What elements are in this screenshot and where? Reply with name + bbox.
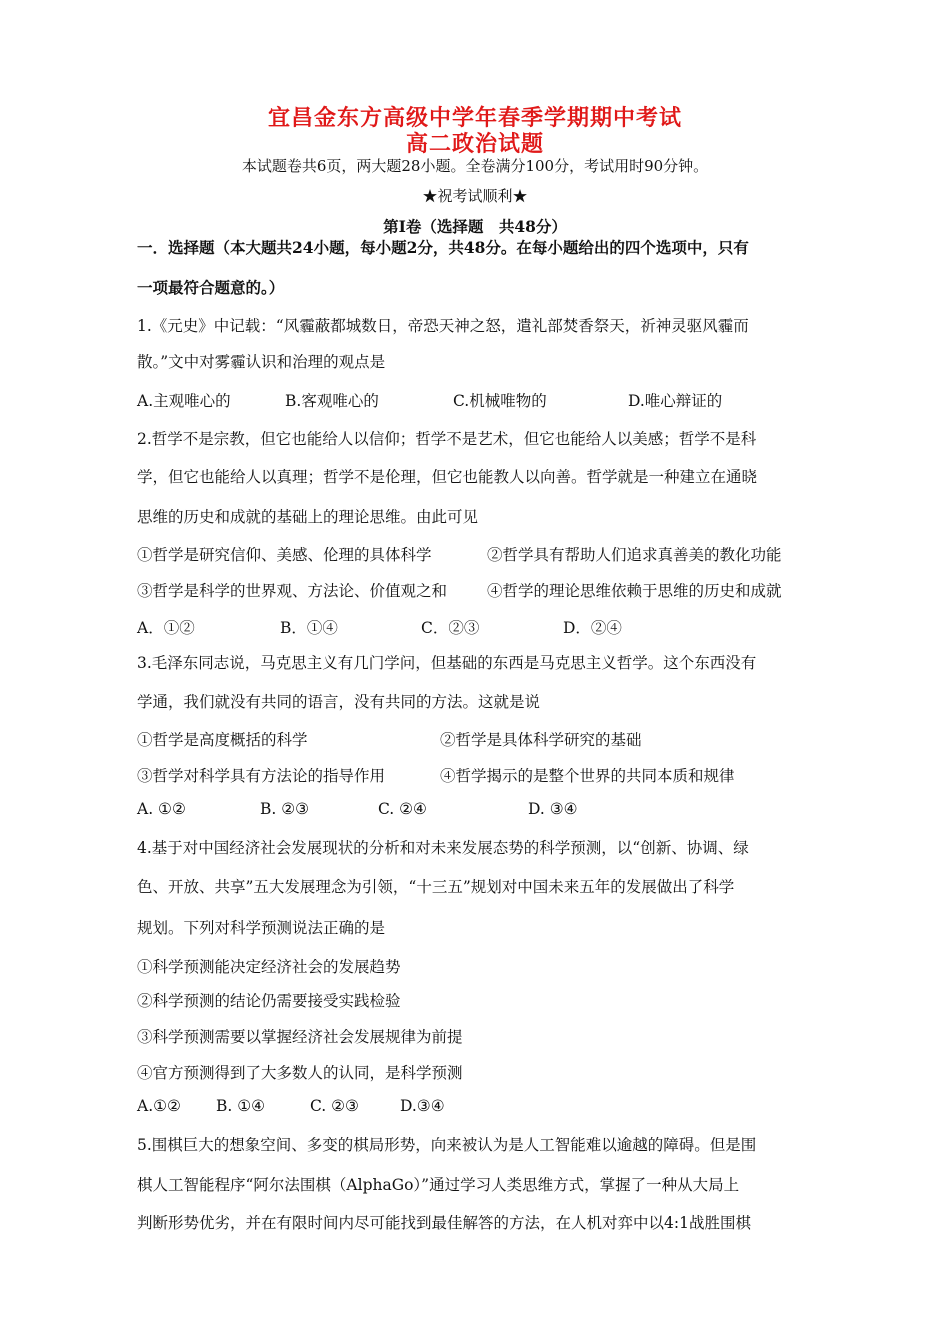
question-text: 思维的历史和成就的基础上的理论思维。由此可见 [137,508,479,526]
statement: ④哲学揭示的是整个世界的共同本质和规律 [440,767,735,785]
question-text: 色、开放、共享”五大发展理念为引领，“十三五”规划对中国未来五年的发展做出了科学 [137,878,735,896]
statement: ①哲学是研究信仰、美感、伦理的具体科学 [137,546,432,564]
statement: ②哲学具有帮助人们追求真善美的教化功能 [487,546,782,564]
option-b: B. ①④ [216,1097,266,1115]
exam-subtitle: 高二政治试题 [405,131,544,157]
option-d: D. ③④ [528,800,578,818]
statement: ③科学预测需要以掌握经济社会发展规律为前提 [137,1028,463,1046]
question-text: 2.哲学不是宗教，但它也能给人以信仰；哲学不是艺术，但它也能给人以美感；哲学不是科 [137,430,757,448]
instructions-line: 一．选择题（本大题共24小题，每小题2分，共48分。在每小题给出的四个选项中，只有 [137,238,749,257]
option-b: B．①④ [280,619,338,637]
question-text: 3.毛泽东同志说，马克思主义有几门学问，但基础的东西是马克思主义哲学。这个东西没有 [137,654,757,672]
statement: ④哲学的理论思维依赖于思维的历史和成就 [487,582,782,600]
exam-info: 本试题卷共6页，两大题28小题。全卷满分100分，考试用时90分钟。 [241,157,709,175]
question-text: 棋人工智能程序“阿尔法围棋（AlphaGo）”通过学习人类思维方式，掌握了一种从大局上 [137,1176,740,1194]
statement: ④官方预测得到了大多数人的认同，是科学预测 [137,1064,463,1082]
exam-title: 宜昌金东方高级中学年春季学期期中考试 [267,105,682,131]
option-c: C. ②③ [310,1097,359,1115]
section-heading: 第Ⅰ卷（选择题 共48分） [383,217,567,236]
option-c: C．②③ [421,619,480,637]
option-c: C.机械唯物的 [453,392,547,410]
statement: ③哲学对科学具有方法论的指导作用 [137,767,386,785]
exam-wish: ★祝考试顺利★ [422,187,528,205]
option-b: B. ②③ [260,800,310,818]
option-d: D.唯心辩证的 [628,392,723,410]
statement: ②科学预测的结论仍需要接受实践检验 [137,992,401,1010]
statement: ①科学预测能决定经济社会的发展趋势 [137,958,401,976]
statement: ①哲学是高度概括的科学 [137,731,308,749]
option-a: A．①② [137,619,195,637]
option-b: B.客观唯心的 [285,392,379,410]
question-text: 规划。下列对科学预测说法正确的是 [137,919,386,937]
question-text: 学通，我们就没有共同的语言，没有共同的方法。这就是说 [137,693,541,711]
question-text: 散。”文中对雾霾认识和治理的观点是 [137,353,386,371]
question-text: 1.《元史》中记载：“风霾蔽都城数日，帝恐天神之怒，遣礼部焚香祭天，祈神灵驱风霾而 [137,317,749,335]
statement: ③哲学是科学的世界观、方法论、价值观之和 [137,582,448,600]
option-d: D.③④ [400,1097,445,1115]
question-text: 4.基于对中国经济社会发展现状的分析和对未来发展态势的科学预测，以“创新、协调、绿 [137,839,749,857]
option-d: D．②④ [563,619,622,637]
option-c: C. ②④ [378,800,427,818]
option-a: A. ①② [137,800,186,818]
statement: ②哲学是具体科学研究的基础 [440,731,642,749]
option-a: A.主观唯心的 [137,392,231,410]
question-text: 判断形势优劣，并在有限时间内尽可能找到最佳解答的方法，在人机对弈中以4:1战胜围棋 [137,1214,751,1232]
instructions-line: 一项最符合题意的。） [137,278,285,297]
question-text: 学，但它也能给人以真理；哲学不是伦理，但它也能教人以向善。哲学就是一种建立在通晓 [137,468,758,486]
option-a: A.①② [137,1097,181,1115]
question-text: 5.围棋巨大的想象空间、多变的棋局形势，向来被认为是人工智能难以逾越的障碍。但是围 [137,1136,757,1154]
